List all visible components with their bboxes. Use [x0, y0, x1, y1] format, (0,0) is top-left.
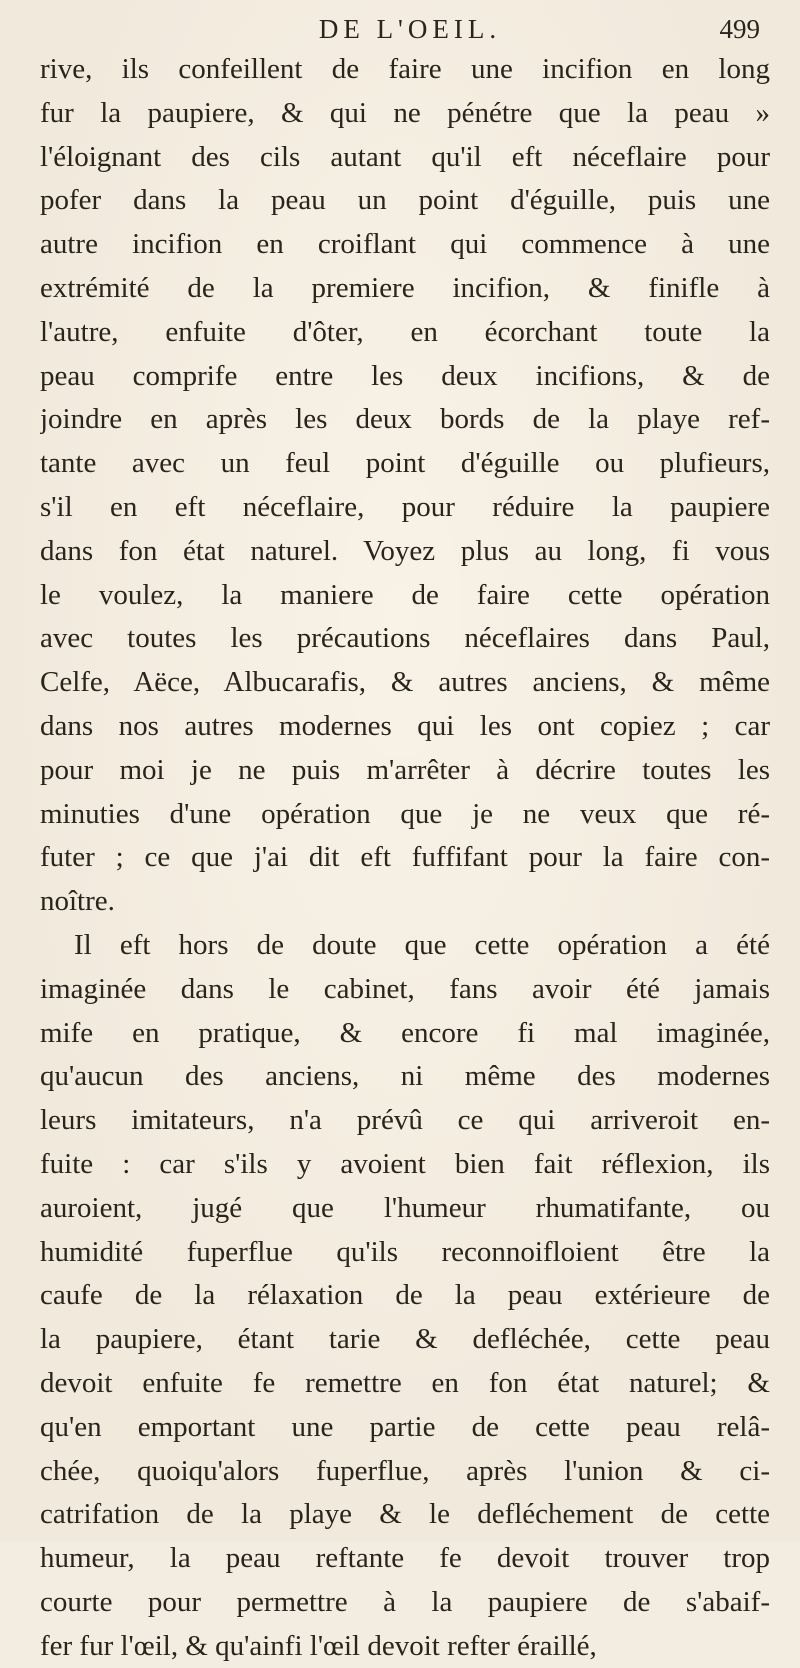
text-line: tante avec un feul point d'éguille ou plufieurs, [40, 447, 770, 480]
text-line: autre incifion en croiflant qui commence à une [40, 228, 770, 261]
text-line: caufe de la rélaxation de la peau extérieure de [40, 1279, 770, 1312]
text-line: qu'aucun des anciens, ni même des modernes [40, 1060, 770, 1093]
text-line: noître. [40, 885, 115, 918]
text-line: courte pour permettre à la paupiere de s'abaif- [40, 1585, 770, 1618]
text-line: s'il en eft néceflaire, pour réduire la paupiere [40, 490, 770, 523]
text-line: mife en pratique, & encore fi mal imaginée, [40, 1016, 770, 1049]
text-line: futer ; ce que j'ai dit eft fuffifant pour la faire con- [40, 841, 770, 874]
running-head: DE L'OEIL. [318, 14, 502, 44]
text-line: dans fon état naturel. Voyez plus au long, fi vous [40, 534, 770, 567]
text-line: chée, quoiqu'alors fuperflue, après l'union & ci- [40, 1454, 770, 1487]
text-line: fur la paupiere, & qui ne pénétre que la peau » [40, 96, 770, 129]
text-line: fer fur l'œil, & qu'ainfi l'œil devoit refter éraillé, [40, 1629, 597, 1662]
body-text [40, 48, 770, 1668]
text-line: joindre en après les deux bords de la playe ref- [40, 403, 770, 436]
text-line: fuite : car s'ils y avoient bien fait réflexion, ils [40, 1147, 770, 1180]
text-line: l'éloignant des cils autant qu'il eft néceflaire pour [40, 140, 770, 173]
text-line: l'autre, enfuite d'ôter, en écorchant toute la [40, 315, 770, 348]
text-line: humeur, la peau reftante fe devoit trouver trop [40, 1542, 770, 1575]
text-line: rive, ils confeillent de faire une incifion en long [40, 53, 770, 85]
text-line: avec toutes les précautions néceflaires dans Paul, [40, 622, 770, 655]
text-line: leurs imitateurs, n'a prévû ce qui arriveroit en- [40, 1104, 770, 1137]
text-line: devoit enfuite fe remettre en fon état naturel; & [40, 1366, 770, 1399]
text-line: auroient, jugé que l'humeur rhumatifante, ou [40, 1191, 770, 1224]
text-line: imaginée dans le cabinet, fans avoir été jamais [40, 972, 770, 1005]
text-line: extrémité de la premiere incifion, & finifle à [40, 271, 770, 304]
text-line: la paupiere, étant tarie & defléchée, cette peau [40, 1323, 770, 1356]
text-line: qu'en emportant une partie de cette peau relâ- [40, 1410, 770, 1443]
text-line: pour moi je ne puis m'arrêter à décrire toutes les [40, 753, 770, 786]
text-line: pofer dans la peau un point d'éguille, puis une [40, 184, 770, 217]
text-line: humidité fuperflue qu'ils reconnoifloient être la [40, 1235, 770, 1268]
text-line: Celfe, Aëce, Albucarafis, & autres anciens, & même [40, 666, 770, 699]
text-line: peau comprife entre les deux incifions, & de [40, 359, 770, 392]
text-line: le voulez, la maniere de faire cette opération [40, 578, 770, 611]
text-line: dans nos autres modernes qui les ont copiez ; car [40, 709, 770, 742]
paragraph-start-line: Il eft hors de doute que cette opération a été [74, 928, 770, 961]
page-number: 499 [719, 14, 760, 44]
text-line: minuties d'une opération que je ne veux que ré- [40, 797, 770, 830]
text-line: catrifation de la playe & le defléchement de cette [40, 1498, 770, 1531]
page-header [60, 14, 760, 52]
